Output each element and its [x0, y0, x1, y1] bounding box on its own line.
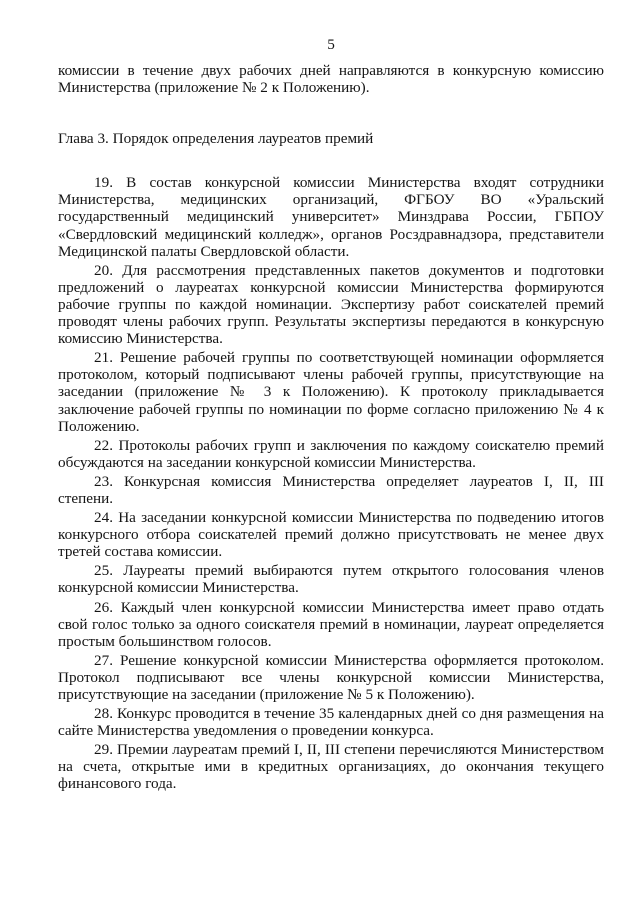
page-number: 5 — [327, 36, 335, 53]
paragraph-22: 22. Протоколы рабочих групп и заключения по каждому соискателю премий обсуждаются на заседании конкурсной комиссии Министерства. — [58, 436, 604, 471]
paragraph-23: 23. Конкурсная комиссия Министерства определяет лауреатов I, II, III степени. — [58, 472, 604, 507]
paragraph-21: 21. Решение рабочей группы по соответствующей номинации оформляется протоколом, который подписывают члены рабочей группы, присутствующие на заседании (приложение № 3 к Положению). К протоколу прикладывается заключение рабочей группы по номинации по форме согласно приложению № 4 к Положению. — [58, 349, 604, 435]
paragraph-25: 25. Лауреаты премий выбираются путем открытого голосования членов конкурсной комиссии Министерства. — [58, 562, 604, 597]
paragraph-19: 19. В состав конкурсной комиссии Министерства входят сотрудники Министерства, медицинских организаций, ФГБОУ ВО «Уральский государственный медицинский университет» Минздрава России, ГБПОУ «Свердловский медицинский колледж», органов Росздравнадзора, представители Медицинской палаты Свердловской области. — [58, 174, 604, 260]
paragraph-26: 26. Каждый член конкурсной комиссии Министерства имеет право отдать свой голос только за одного соискателя премий в номинации, лауреат определяется простым большинством голосов. — [58, 598, 604, 650]
paragraph-27: 27. Решение конкурсной комиссии Министерства оформляется протоколом. Протокол подписывают все члены конкурсной комиссии Министерства, присутствующие на заседании (приложение № 5 к Положению). — [58, 651, 604, 703]
paragraph-29: 29. Премии лауреатам премий I, II, III степени перечисляются Министерством на счета, открытые ими в кредитных организациях, до окончания текущего финансового года. — [58, 741, 604, 793]
document-page — [58, 0, 604, 905]
paragraph-28: 28. Конкурс проводится в течение 35 календарных дней со дня размещения на сайте Министерства уведомления о проведении конкурса. — [58, 705, 604, 740]
paragraph-24: 24. На заседании конкурсной комиссии Министерства по подведению итогов конкурсного отбора соискателей премий должно присутствовать не менее двух третей состава комиссии. — [58, 509, 604, 561]
chapter-title: Глава 3. Порядок определения лауреатов премий — [58, 130, 374, 148]
paragraph-20: 20. Для рассмотрения представленных пакетов документов и подготовки предложений о лауреатах конкурсной комиссии Министерства формируются рабочие группы по каждой номинации. Экспертизу работ соискателей премий проводят члены рабочих групп. Результаты экспертизы передаются в конкурсную комиссию Министерства. — [58, 261, 604, 348]
document-body — [58, 62, 604, 793]
intro-paragraph: комиссии в течение двух рабочих дней направляются в конкурсную комиссию Министерства (приложение № 2 к Положению). — [58, 62, 604, 97]
